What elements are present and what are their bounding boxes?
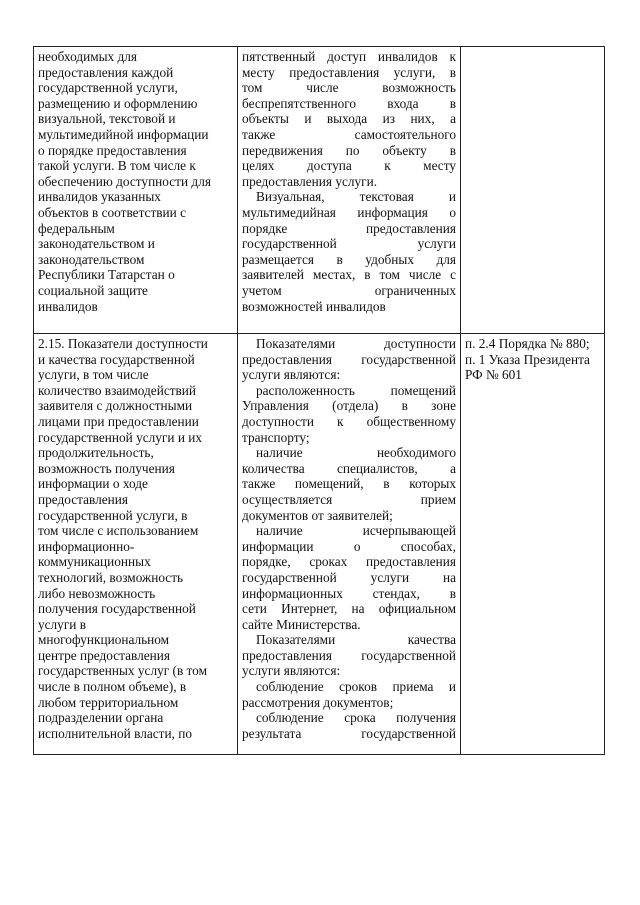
cell-line: предоставления услуги.: [242, 173, 378, 189]
regulation-table: [33, 46, 605, 755]
cell-line: услуги являются:: [242, 663, 341, 679]
table-row: [34, 334, 605, 755]
cell-line: расположенность помещений: [256, 382, 456, 398]
cell-line: месту предоставления услуги, в: [242, 64, 456, 80]
legal-basis-cell: [461, 334, 605, 755]
cell-line: и качества государственной: [38, 351, 195, 367]
cell-line: информационно-: [38, 538, 135, 554]
cell-line: визуальной, текстовой и: [38, 111, 176, 127]
cell-line: возможностей инвалидов: [242, 298, 386, 314]
cell-line: необходимых для: [38, 49, 138, 64]
cell-line: государственной услуги на: [242, 569, 456, 585]
cell-line: также помещений, в которых: [242, 476, 456, 492]
cell-line: заявителя с должностными: [38, 398, 193, 414]
cell-line: результата государственной: [242, 725, 456, 741]
cell-line: размещается в удобных для: [242, 251, 456, 267]
cell-line: Управления (отдела) в зоне: [242, 398, 456, 414]
cell-line: порядке, сроках предоставления: [242, 554, 456, 570]
cell-line: количество взаимодействий: [38, 382, 197, 398]
cell-line: предоставления: [38, 491, 129, 507]
cell-line: получения государственной: [38, 601, 196, 617]
cell-line: наличие необходимого: [256, 445, 456, 461]
cell-line: государственной услуги,: [38, 80, 178, 96]
cell-line: пятственный доступ инвалидов к: [242, 49, 456, 64]
cell-line: соблюдение срока получения: [256, 710, 456, 726]
cell-line: порядке предоставления: [242, 220, 456, 236]
content-cell: [238, 47, 461, 334]
content-cell: [238, 334, 461, 755]
cell-line: учетом ограниченных: [242, 282, 456, 298]
table-row: [34, 47, 605, 334]
cell-line: объектов в соответствии с: [38, 204, 186, 220]
cell-line: многофункциональном: [38, 632, 170, 648]
cell-line: лицами при предоставлении: [38, 413, 199, 429]
cell-line: коммуникационных: [38, 554, 151, 570]
cell-line: законодательством: [38, 251, 145, 267]
cell-line: информации о способах,: [242, 538, 456, 554]
cell-line: услуги, в том числе: [38, 367, 149, 383]
cell-line: Республики Татарстан о: [38, 267, 175, 283]
cell-line: передвижения по объекту в: [242, 142, 456, 158]
cell-line: Показателями доступности: [256, 336, 456, 351]
legal-basis-cell: [461, 47, 605, 334]
cell-line: мультимедийная информация о: [242, 204, 456, 220]
cell-line: числе в полном объеме), в: [38, 679, 187, 695]
cell-line: наличие исчерпывающей: [256, 523, 456, 539]
cell-line: государственных услуг (в том: [38, 663, 207, 679]
cell-line: государственной услуги, в: [38, 507, 188, 523]
cell-line: предоставления каждой: [38, 64, 174, 80]
cell-line: социальной защите: [38, 282, 148, 298]
cell-line: такой услуги. В том числе к: [38, 158, 196, 174]
cell-line: транспорту;: [242, 429, 310, 445]
cell-line: том числе возможность: [242, 80, 456, 96]
cell-line: любом территориальном: [38, 694, 179, 710]
cell-line: размещению и оформлению: [38, 95, 198, 111]
cell-line: также самостоятельного: [242, 126, 456, 142]
cell-line: информационных стендах, в: [242, 585, 456, 601]
cell-line: соблюдение сроков приема и: [256, 679, 456, 695]
cell-line: Визуальная, текстовая и: [256, 189, 456, 205]
cell-line: рассмотрения документов;: [242, 694, 394, 710]
cell-line: Показателями качества: [256, 632, 456, 648]
cell-line: целях доступа к месту: [242, 158, 456, 174]
cell-line: государственной услуги и их: [38, 429, 203, 445]
cell-line: либо невозможность: [38, 585, 156, 601]
cell-line: объекты и выхода из них, а: [242, 111, 456, 127]
cell-line: сети Интернет, на официальном: [242, 601, 456, 617]
cell-line: заявителей местах, в том числе с: [242, 267, 456, 283]
cell-line: исполнительной власти, по: [38, 725, 192, 741]
cell-line: количества специалистов, а: [242, 460, 456, 476]
cell-line: законодательством и: [38, 236, 155, 252]
cell-line: беспрепятственного входа в: [242, 95, 456, 111]
cell-line: технологий, возможность: [38, 569, 184, 585]
cell-line: возможность получения: [38, 460, 175, 476]
cell-line: мультимедийной информации: [38, 126, 209, 142]
cell-line: центре предоставления: [38, 647, 170, 663]
cell-line: продолжительность,: [38, 445, 154, 461]
cell-line: инвалидов: [38, 298, 98, 314]
cell-line: осуществляется прием: [242, 491, 456, 507]
cell-line: 2.15. Показатели доступности: [38, 336, 208, 351]
cell-line: предоставления государственной: [242, 351, 456, 367]
cell-line: о порядке предоставления: [38, 142, 187, 158]
cell-line: информации о ходе: [38, 476, 148, 492]
cell-line: государственной услуги: [242, 236, 456, 252]
cell-line: предоставления государственной: [242, 647, 456, 663]
cell-line: подразделении органа: [38, 710, 164, 726]
cell-line: обеспечению доступности для: [38, 173, 211, 189]
requirement-cell: [34, 334, 238, 755]
cell-line: федеральным: [38, 220, 115, 236]
cell-line: услуги в: [38, 616, 87, 632]
cell-line: п. 2.4 Порядка № 880;: [465, 336, 590, 351]
cell-line: документов от заявителей;: [242, 507, 393, 523]
cell-line: доступности к общественному: [242, 413, 456, 429]
cell-line: п. 1 Указа Президента: [465, 351, 590, 367]
cell-line: том числе с использованием: [38, 523, 199, 539]
cell-line: РФ № 601: [465, 367, 522, 383]
cell-line: сайте Министерства.: [242, 616, 361, 632]
cell-line: услуги являются:: [242, 367, 341, 383]
requirement-cell: [34, 47, 238, 334]
cell-line: инвалидов указанных: [38, 189, 161, 205]
